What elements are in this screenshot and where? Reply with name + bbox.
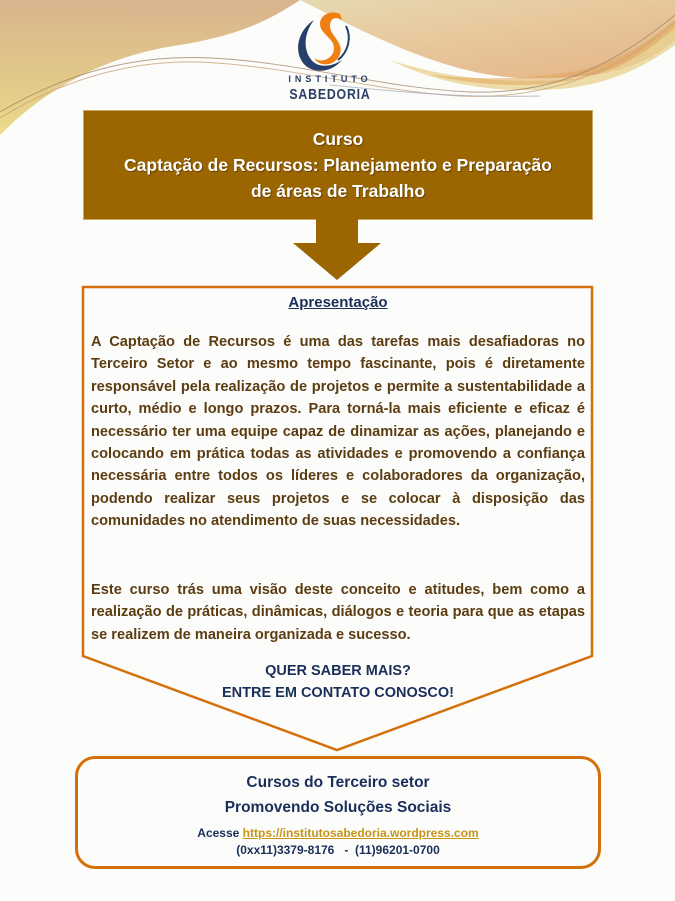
access-label: Acesse [197, 826, 240, 840]
course-label: Curso [312, 129, 364, 149]
cta-line-2: ENTRE EM CONTATO CONOSCO! [222, 685, 454, 701]
course-title-line2: de áreas de Trabalho [250, 181, 426, 201]
down-arrow-icon [292, 219, 382, 281]
call-to-action [83, 660, 593, 704]
logo-text-instituto: INSTITUTO [288, 74, 372, 84]
cta-line-1: QUER SABER MAIS? [265, 663, 411, 679]
logo-s-icon [280, 8, 380, 78]
presentation-heading: Apresentação [288, 294, 388, 311]
phone-numbers: (0xx11)3379-8176 - (11)96201-0700 [236, 843, 440, 857]
course-title-banner [83, 110, 593, 220]
logo-text-sabedoria: SABEDORIA [289, 86, 371, 103]
course-title-line1: Captação de Recursos: Planejamento e Preparação [124, 155, 552, 175]
website-line [78, 825, 598, 842]
footer-tagline-1: Cursos do Terceiro setor [246, 774, 430, 791]
instituto-sabedoria-logo [280, 8, 380, 108]
presentation-paragraph-1: A Captação de Recursos é uma das tarefas mais desafiadoras no Terceiro Setor e ao mesmo tempo fascinante, pois é diretamente responsável pela realização de projetos e permite a sustentabilidade a curto, médio e longo prazos. Para torná-la mais eficiente e eficaz é necessário ter uma equipe capaz de dinamizar as ações, planejando e colocando em prática todas as atividades e promovendo a confiança necessária entre todos os líderes e colaboradores da organização, podendo realizar seus projetos e se colocar à disposição das comunidades no atendimento de suas necessidades. [91, 334, 585, 530]
presentation-paragraph-2: Este curso trás uma visão deste conceito e atitudes, bem como a realização de práticas, dinâmicas, diálogos e teoria para que as etapas se realizem de maneira organizada e sucesso. [91, 582, 585, 643]
footer-tagline-2: Promovendo Soluções Sociais [224, 799, 452, 816]
website-link[interactable]: https://institutosabedoria.wordpress.com [242, 826, 479, 840]
contact-box [75, 756, 601, 869]
